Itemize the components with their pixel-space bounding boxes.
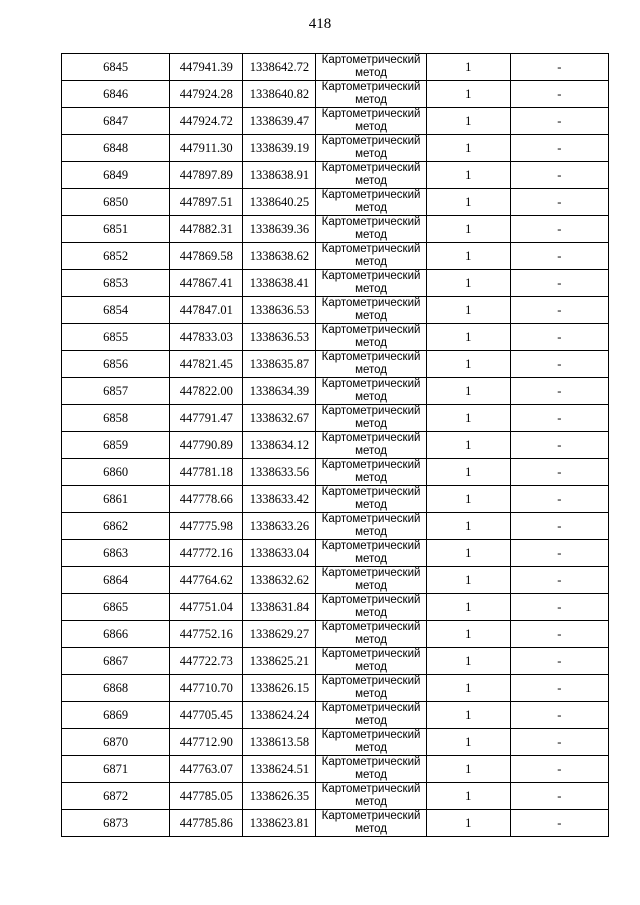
- table-row: [62, 756, 609, 783]
- method-line-2: метод: [355, 283, 387, 295]
- method-line-1: Картометрический: [321, 216, 421, 228]
- point-number-cell: 6860: [62, 459, 170, 486]
- method-line-1: Картометрический: [321, 810, 421, 822]
- precision-cell: 1: [426, 243, 510, 270]
- y-coordinate-cell: 1338633.26: [243, 513, 316, 540]
- precision-cell: 1: [426, 486, 510, 513]
- description-cell: -: [510, 54, 608, 81]
- method-cell: [316, 810, 426, 837]
- method-line-1: Картометрический: [321, 135, 421, 147]
- method-line-2: метод: [355, 499, 387, 511]
- method-line-2: метод: [355, 310, 387, 322]
- x-coordinate-cell: 447833.03: [170, 324, 243, 351]
- method-line-2: метод: [355, 337, 387, 349]
- method-line-2: метод: [355, 445, 387, 457]
- method-line-1: Картометрический: [321, 675, 421, 687]
- description-cell: -: [510, 594, 608, 621]
- y-coordinate-cell: 1338639.36: [243, 216, 316, 243]
- y-coordinate-cell: 1338632.62: [243, 567, 316, 594]
- page-number: 418: [308, 16, 332, 32]
- y-coordinate-cell: 1338640.82: [243, 81, 316, 108]
- x-coordinate-cell: 447712.90: [170, 729, 243, 756]
- y-coordinate-cell: 1338642.72: [243, 54, 316, 81]
- table-row: [62, 702, 609, 729]
- point-number-cell: 6867: [62, 648, 170, 675]
- method-line-1: Картометрический: [321, 81, 421, 93]
- x-coordinate-cell: 447791.47: [170, 405, 243, 432]
- description-cell: -: [510, 405, 608, 432]
- table-row: [62, 162, 609, 189]
- method-cell: [316, 432, 426, 459]
- method-cell: [316, 756, 426, 783]
- table-row: [62, 216, 609, 243]
- precision-cell: 1: [426, 135, 510, 162]
- method-line-2: метод: [355, 67, 387, 79]
- description-cell: -: [510, 270, 608, 297]
- point-number-cell: 6856: [62, 351, 170, 378]
- method-cell: [316, 540, 426, 567]
- method-line-2: метод: [355, 256, 387, 268]
- y-coordinate-cell: 1338632.67: [243, 405, 316, 432]
- method-cell: [316, 243, 426, 270]
- y-coordinate-cell: 1338635.87: [243, 351, 316, 378]
- method-line-2: метод: [355, 229, 387, 241]
- method-line-1: Картометрический: [321, 513, 421, 525]
- point-number-cell: 6866: [62, 621, 170, 648]
- precision-cell: 1: [426, 162, 510, 189]
- method-line-1: Картометрический: [321, 378, 421, 390]
- point-number-cell: 6854: [62, 297, 170, 324]
- description-cell: -: [510, 513, 608, 540]
- method-line-1: Картометрический: [321, 486, 421, 498]
- table-row: [62, 648, 609, 675]
- method-line-1: Картометрический: [321, 54, 421, 66]
- x-coordinate-cell: 447790.89: [170, 432, 243, 459]
- description-cell: -: [510, 378, 608, 405]
- precision-cell: 1: [426, 81, 510, 108]
- y-coordinate-cell: 1338613.58: [243, 729, 316, 756]
- point-number-cell: 6862: [62, 513, 170, 540]
- y-coordinate-cell: 1338638.41: [243, 270, 316, 297]
- description-cell: -: [510, 729, 608, 756]
- method-line-1: Картометрический: [321, 162, 421, 174]
- description-cell: -: [510, 189, 608, 216]
- method-line-1: Картометрический: [321, 297, 421, 309]
- y-coordinate-cell: 1338636.53: [243, 297, 316, 324]
- table-row: [62, 783, 609, 810]
- description-cell: -: [510, 567, 608, 594]
- precision-cell: 1: [426, 756, 510, 783]
- point-number-cell: 6873: [62, 810, 170, 837]
- x-coordinate-cell: 447847.01: [170, 297, 243, 324]
- y-coordinate-cell: 1338631.84: [243, 594, 316, 621]
- method-line-2: метод: [355, 148, 387, 160]
- description-cell: -: [510, 675, 608, 702]
- x-coordinate-cell: 447764.62: [170, 567, 243, 594]
- precision-cell: 1: [426, 324, 510, 351]
- x-coordinate-cell: 447785.05: [170, 783, 243, 810]
- method-line-1: Картометрический: [321, 459, 421, 471]
- x-coordinate-cell: 447763.07: [170, 756, 243, 783]
- coordinates-table: [61, 53, 609, 837]
- y-coordinate-cell: 1338638.91: [243, 162, 316, 189]
- method-cell: [316, 459, 426, 486]
- method-cell: [316, 648, 426, 675]
- table-row: [62, 729, 609, 756]
- method-line-2: метод: [355, 202, 387, 214]
- point-number-cell: 6865: [62, 594, 170, 621]
- y-coordinate-cell: 1338624.51: [243, 756, 316, 783]
- table-row: [62, 675, 609, 702]
- precision-cell: 1: [426, 621, 510, 648]
- method-cell: [316, 702, 426, 729]
- method-line-2: метод: [355, 391, 387, 403]
- x-coordinate-cell: 447751.04: [170, 594, 243, 621]
- x-coordinate-cell: 447710.70: [170, 675, 243, 702]
- table-row: [62, 405, 609, 432]
- method-line-1: Картометрический: [321, 567, 421, 579]
- description-cell: -: [510, 756, 608, 783]
- table-row: [62, 567, 609, 594]
- table-row: [62, 432, 609, 459]
- precision-cell: 1: [426, 702, 510, 729]
- method-cell: [316, 567, 426, 594]
- table-row: [62, 135, 609, 162]
- point-number-cell: 6868: [62, 675, 170, 702]
- method-cell: [316, 135, 426, 162]
- x-coordinate-cell: 447911.30: [170, 135, 243, 162]
- y-coordinate-cell: 1338633.56: [243, 459, 316, 486]
- precision-cell: 1: [426, 405, 510, 432]
- method-line-1: Картометрический: [321, 108, 421, 120]
- point-number-cell: 6847: [62, 108, 170, 135]
- description-cell: -: [510, 486, 608, 513]
- method-line-2: метод: [355, 634, 387, 646]
- description-cell: -: [510, 351, 608, 378]
- table-row: [62, 189, 609, 216]
- description-cell: -: [510, 540, 608, 567]
- precision-cell: 1: [426, 108, 510, 135]
- description-cell: -: [510, 108, 608, 135]
- description-cell: -: [510, 432, 608, 459]
- method-line-1: Картометрический: [321, 351, 421, 363]
- point-number-cell: 6845: [62, 54, 170, 81]
- y-coordinate-cell: 1338638.62: [243, 243, 316, 270]
- description-cell: -: [510, 621, 608, 648]
- method-line-2: метод: [355, 607, 387, 619]
- method-cell: [316, 297, 426, 324]
- point-number-cell: 6870: [62, 729, 170, 756]
- x-coordinate-cell: 447897.51: [170, 189, 243, 216]
- table-row: [62, 270, 609, 297]
- precision-cell: 1: [426, 378, 510, 405]
- description-cell: -: [510, 135, 608, 162]
- table-row: [62, 54, 609, 81]
- point-number-cell: 6869: [62, 702, 170, 729]
- method-cell: [316, 189, 426, 216]
- method-cell: [316, 405, 426, 432]
- y-coordinate-cell: 1338636.53: [243, 324, 316, 351]
- method-cell: [316, 270, 426, 297]
- method-line-1: Картометрический: [321, 189, 421, 201]
- method-line-1: Картометрический: [321, 621, 421, 633]
- precision-cell: 1: [426, 729, 510, 756]
- table-row: [62, 351, 609, 378]
- method-line-1: Картометрический: [321, 594, 421, 606]
- table-row: [62, 621, 609, 648]
- point-number-cell: 6858: [62, 405, 170, 432]
- method-line-2: метод: [355, 742, 387, 754]
- precision-cell: 1: [426, 540, 510, 567]
- table-row: [62, 378, 609, 405]
- table-row: [62, 486, 609, 513]
- point-number-cell: 6851: [62, 216, 170, 243]
- table-row: [62, 459, 609, 486]
- x-coordinate-cell: 447781.18: [170, 459, 243, 486]
- x-coordinate-cell: 447778.66: [170, 486, 243, 513]
- method-line-1: Картометрический: [321, 702, 421, 714]
- table-row: [62, 324, 609, 351]
- precision-cell: 1: [426, 810, 510, 837]
- description-cell: -: [510, 783, 608, 810]
- method-cell: [316, 216, 426, 243]
- method-line-1: Картометрический: [321, 405, 421, 417]
- method-cell: [316, 675, 426, 702]
- point-number-cell: 6853: [62, 270, 170, 297]
- method-line-1: Картометрический: [321, 270, 421, 282]
- y-coordinate-cell: 1338634.39: [243, 378, 316, 405]
- table-row: [62, 81, 609, 108]
- description-cell: -: [510, 297, 608, 324]
- point-number-cell: 6850: [62, 189, 170, 216]
- x-coordinate-cell: 447897.89: [170, 162, 243, 189]
- method-cell: [316, 729, 426, 756]
- y-coordinate-cell: 1338639.19: [243, 135, 316, 162]
- precision-cell: 1: [426, 270, 510, 297]
- description-cell: -: [510, 459, 608, 486]
- x-coordinate-cell: 447775.98: [170, 513, 243, 540]
- method-cell: [316, 81, 426, 108]
- y-coordinate-cell: 1338624.24: [243, 702, 316, 729]
- method-line-2: метод: [355, 175, 387, 187]
- y-coordinate-cell: 1338633.42: [243, 486, 316, 513]
- method-cell: [316, 783, 426, 810]
- point-number-cell: 6848: [62, 135, 170, 162]
- method-line-1: Картометрический: [321, 432, 421, 444]
- x-coordinate-cell: 447772.16: [170, 540, 243, 567]
- x-coordinate-cell: 447822.00: [170, 378, 243, 405]
- x-coordinate-cell: 447941.39: [170, 54, 243, 81]
- method-line-2: метод: [355, 769, 387, 781]
- precision-cell: 1: [426, 513, 510, 540]
- precision-cell: 1: [426, 783, 510, 810]
- method-line-2: метод: [355, 715, 387, 727]
- precision-cell: 1: [426, 459, 510, 486]
- method-cell: [316, 351, 426, 378]
- table-row: [62, 810, 609, 837]
- precision-cell: 1: [426, 216, 510, 243]
- precision-cell: 1: [426, 351, 510, 378]
- x-coordinate-cell: 447867.41: [170, 270, 243, 297]
- y-coordinate-cell: 1338626.35: [243, 783, 316, 810]
- precision-cell: 1: [426, 594, 510, 621]
- method-line-2: метод: [355, 418, 387, 430]
- method-line-2: метод: [355, 688, 387, 700]
- point-number-cell: 6864: [62, 567, 170, 594]
- y-coordinate-cell: 1338639.47: [243, 108, 316, 135]
- precision-cell: 1: [426, 432, 510, 459]
- point-number-cell: 6849: [62, 162, 170, 189]
- method-cell: [316, 513, 426, 540]
- method-line-2: метод: [355, 472, 387, 484]
- x-coordinate-cell: 447722.73: [170, 648, 243, 675]
- table-row: [62, 594, 609, 621]
- description-cell: -: [510, 324, 608, 351]
- precision-cell: 1: [426, 675, 510, 702]
- description-cell: -: [510, 162, 608, 189]
- method-line-2: метод: [355, 553, 387, 565]
- y-coordinate-cell: 1338626.15: [243, 675, 316, 702]
- method-line-2: метод: [355, 94, 387, 106]
- table-row: [62, 108, 609, 135]
- y-coordinate-cell: 1338623.81: [243, 810, 316, 837]
- x-coordinate-cell: 447924.28: [170, 81, 243, 108]
- method-line-1: Картометрический: [321, 243, 421, 255]
- y-coordinate-cell: 1338625.21: [243, 648, 316, 675]
- y-coordinate-cell: 1338634.12: [243, 432, 316, 459]
- method-cell: [316, 621, 426, 648]
- method-line-2: метод: [355, 364, 387, 376]
- point-number-cell: 6855: [62, 324, 170, 351]
- method-line-2: метод: [355, 121, 387, 133]
- x-coordinate-cell: 447924.72: [170, 108, 243, 135]
- point-number-cell: 6857: [62, 378, 170, 405]
- table-row: [62, 513, 609, 540]
- method-line-1: Картометрический: [321, 729, 421, 741]
- description-cell: -: [510, 81, 608, 108]
- point-number-cell: 6872: [62, 783, 170, 810]
- method-line-1: Картометрический: [321, 756, 421, 768]
- precision-cell: 1: [426, 54, 510, 81]
- coordinates-table-body: [62, 54, 609, 837]
- method-cell: [316, 378, 426, 405]
- y-coordinate-cell: 1338629.27: [243, 621, 316, 648]
- x-coordinate-cell: 447821.45: [170, 351, 243, 378]
- description-cell: -: [510, 648, 608, 675]
- method-cell: [316, 108, 426, 135]
- precision-cell: 1: [426, 297, 510, 324]
- description-cell: -: [510, 216, 608, 243]
- description-cell: -: [510, 243, 608, 270]
- method-cell: [316, 324, 426, 351]
- point-number-cell: 6846: [62, 81, 170, 108]
- point-number-cell: 6863: [62, 540, 170, 567]
- x-coordinate-cell: 447752.16: [170, 621, 243, 648]
- method-line-2: метод: [355, 526, 387, 538]
- method-line-2: метод: [355, 661, 387, 673]
- table-row: [62, 540, 609, 567]
- method-cell: [316, 54, 426, 81]
- method-line-2: метод: [355, 796, 387, 808]
- method-line-1: Картометрический: [321, 783, 421, 795]
- point-number-cell: 6871: [62, 756, 170, 783]
- precision-cell: 1: [426, 189, 510, 216]
- method-line-1: Картометрический: [321, 648, 421, 660]
- precision-cell: 1: [426, 567, 510, 594]
- point-number-cell: 6852: [62, 243, 170, 270]
- x-coordinate-cell: 447705.45: [170, 702, 243, 729]
- point-number-cell: 6861: [62, 486, 170, 513]
- table-row: [62, 297, 609, 324]
- method-cell: [316, 162, 426, 189]
- y-coordinate-cell: 1338633.04: [243, 540, 316, 567]
- x-coordinate-cell: 447785.86: [170, 810, 243, 837]
- description-cell: -: [510, 702, 608, 729]
- y-coordinate-cell: 1338640.25: [243, 189, 316, 216]
- method-line-2: метод: [355, 823, 387, 835]
- method-cell: [316, 486, 426, 513]
- table-row: [62, 243, 609, 270]
- description-cell: -: [510, 810, 608, 837]
- x-coordinate-cell: 447869.58: [170, 243, 243, 270]
- x-coordinate-cell: 447882.31: [170, 216, 243, 243]
- method-cell: [316, 594, 426, 621]
- precision-cell: 1: [426, 648, 510, 675]
- method-line-2: метод: [355, 580, 387, 592]
- point-number-cell: 6859: [62, 432, 170, 459]
- method-line-1: Картометрический: [321, 540, 421, 552]
- method-line-1: Картометрический: [321, 324, 421, 336]
